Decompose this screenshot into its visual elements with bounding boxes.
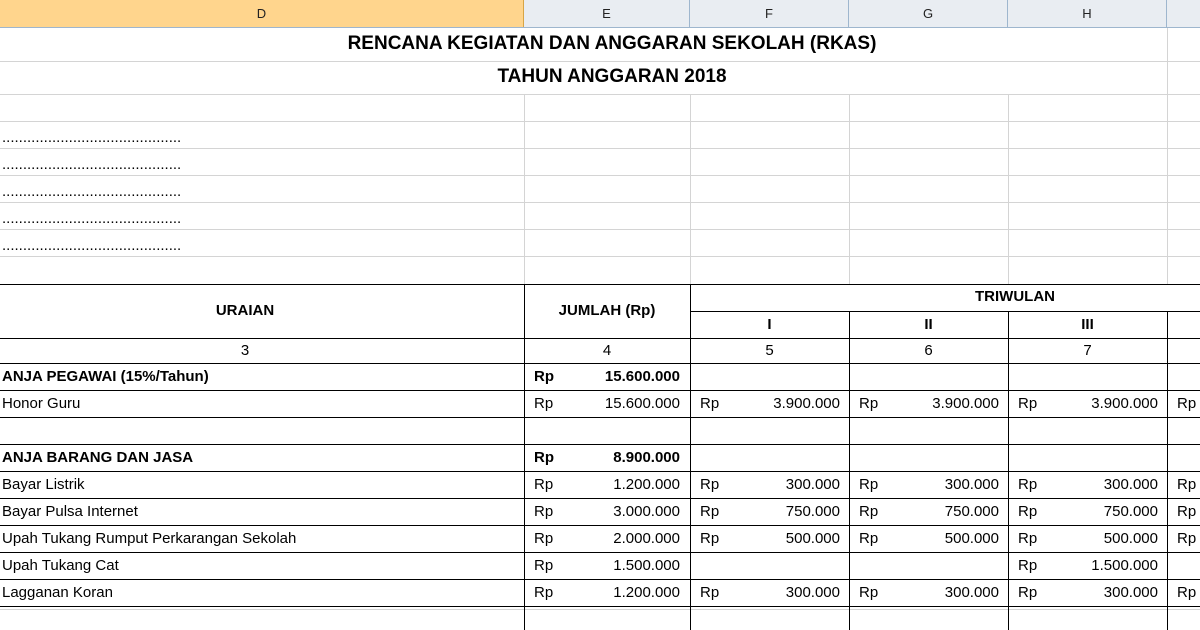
triwulan-value[interactable]: 1.500.000 — [1091, 557, 1158, 574]
row-label[interactable]: Lagganan Koran — [2, 584, 113, 601]
jumlah-value[interactable]: 1.200.000 — [613, 476, 680, 493]
jumlah-value[interactable]: 2.000.000 — [613, 530, 680, 547]
header-uraian: URAIAN — [215, 302, 275, 319]
currency-symbol: Rp — [859, 584, 879, 601]
currency-symbol: Rp — [859, 530, 879, 547]
row-label[interactable]: Bayar Pulsa Internet — [2, 503, 138, 520]
triwulan-value[interactable]: 300.000 — [785, 584, 840, 601]
column-header-bar — [0, 0, 1200, 28]
column-header-label: D — [256, 6, 267, 21]
header-q2: II — [924, 316, 933, 333]
currency-symbol: Rp — [1177, 530, 1197, 547]
jumlah-value[interactable]: 8.900.000 — [613, 449, 680, 466]
currency-symbol: Rp — [534, 368, 554, 385]
currency-symbol: Rp — [700, 476, 720, 493]
dotted-placeholder[interactable]: ........................................... — [2, 183, 182, 200]
jumlah-value[interactable]: 1.500.000 — [613, 557, 680, 574]
triwulan-value[interactable]: 500.000 — [785, 530, 840, 547]
column-header-label: H — [1082, 6, 1092, 21]
header-q1: I — [767, 316, 772, 333]
dotted-placeholder[interactable]: ........................................... — [2, 237, 182, 254]
triwulan-value[interactable]: 3.900.000 — [773, 395, 840, 412]
currency-symbol: Rp — [1018, 503, 1038, 520]
jumlah-value[interactable]: 1.200.000 — [613, 584, 680, 601]
currency-symbol: Rp — [1018, 530, 1038, 547]
triwulan-value[interactable]: 750.000 — [1103, 503, 1158, 520]
currency-symbol: Rp — [700, 530, 720, 547]
dotted-placeholder[interactable]: ........................................... — [2, 210, 182, 227]
page-subtitle: TAHUN ANGGARAN 2018 — [497, 66, 727, 87]
page-title: RENCANA KEGIATAN DAN ANGGARAN SEKOLAH (RKAS) — [347, 33, 877, 54]
triwulan-value[interactable]: 300.000 — [944, 584, 999, 601]
currency-symbol: Rp — [1177, 395, 1197, 412]
currency-symbol: Rp — [534, 503, 554, 520]
dotted-placeholder[interactable]: ........................................... — [2, 129, 182, 146]
column-header-f[interactable] — [690, 0, 849, 27]
triwulan-value[interactable]: 3.900.000 — [932, 395, 999, 412]
jumlah-value[interactable]: 15.600.000 — [604, 368, 680, 385]
currency-symbol: Rp — [859, 395, 879, 412]
currency-symbol: Rp — [700, 395, 720, 412]
currency-symbol: Rp — [1018, 584, 1038, 601]
row-label[interactable]: Upah Tukang Rumput Perkarangan Sekolah — [2, 530, 297, 547]
triwulan-value[interactable]: 500.000 — [944, 530, 999, 547]
currency-symbol: Rp — [534, 584, 554, 601]
currency-symbol: Rp — [700, 584, 720, 601]
triwulan-value[interactable]: 300.000 — [944, 476, 999, 493]
row-label[interactable]: ANJA BARANG DAN JASA — [2, 449, 194, 466]
currency-symbol: Rp — [534, 476, 554, 493]
currency-symbol: Rp — [534, 449, 554, 466]
row-label[interactable]: Bayar Listrik — [2, 476, 85, 493]
header-triwulan: TRIWULAN — [975, 288, 1055, 305]
column-number: 7 — [1083, 342, 1092, 359]
triwulan-value[interactable]: 750.000 — [944, 503, 999, 520]
column-number: 4 — [602, 342, 612, 359]
column-header-label: E — [602, 6, 611, 21]
triwulan-value[interactable]: 300.000 — [785, 476, 840, 493]
currency-symbol: Rp — [859, 503, 879, 520]
triwulan-value[interactable]: 300.000 — [1103, 476, 1158, 493]
row-label[interactable]: Upah Tukang Cat — [2, 557, 119, 574]
column-number: 5 — [765, 342, 774, 359]
column-header-g[interactable] — [849, 0, 1008, 27]
dotted-placeholder[interactable]: ........................................... — [2, 156, 182, 173]
row-label[interactable]: ANJA PEGAWAI (15%/Tahun) — [2, 368, 209, 385]
currency-symbol: Rp — [1018, 395, 1038, 412]
column-number: 3 — [240, 342, 250, 359]
triwulan-value[interactable]: 3.900.000 — [1091, 395, 1158, 412]
triwulan-value[interactable]: 300.000 — [1103, 584, 1158, 601]
currency-symbol: Rp — [534, 530, 554, 547]
column-header-i[interactable] — [1167, 0, 1200, 27]
currency-symbol: Rp — [1177, 476, 1197, 493]
row-label[interactable]: Honor Guru — [2, 395, 81, 412]
currency-symbol: Rp — [534, 395, 554, 412]
column-header-label: G — [922, 6, 934, 21]
currency-symbol: Rp — [1018, 476, 1038, 493]
column-number: 6 — [924, 342, 933, 359]
currency-symbol: Rp — [534, 557, 554, 574]
column-header-h[interactable] — [1008, 0, 1167, 27]
currency-symbol: Rp — [1177, 584, 1197, 601]
header-jumlah: JUMLAH (Rp) — [558, 302, 656, 319]
jumlah-value[interactable]: 15.600.000 — [604, 395, 680, 412]
currency-symbol: Rp — [700, 503, 720, 520]
jumlah-value[interactable]: 3.000.000 — [613, 503, 680, 520]
currency-symbol: Rp — [1177, 503, 1197, 520]
triwulan-value[interactable]: 750.000 — [785, 503, 840, 520]
currency-symbol: Rp — [859, 476, 879, 493]
column-header-e[interactable] — [524, 0, 690, 27]
column-header-label: F — [765, 6, 773, 21]
triwulan-value[interactable]: 500.000 — [1103, 530, 1158, 547]
currency-symbol: Rp — [1018, 557, 1038, 574]
header-q3: III — [1081, 316, 1094, 333]
column-header-d[interactable] — [0, 0, 524, 27]
